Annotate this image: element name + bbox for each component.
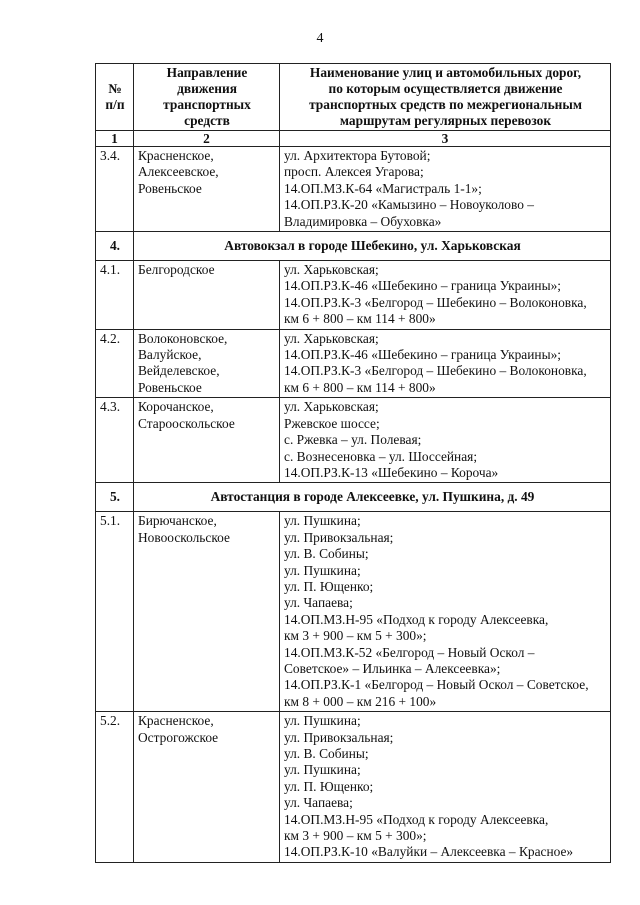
header-direction-line: транспортных xyxy=(163,97,251,112)
item-number: 5.2. xyxy=(96,712,134,863)
route-line: ул. Чапаева; xyxy=(284,795,353,811)
routes-table xyxy=(95,63,611,863)
section-row xyxy=(96,232,611,261)
route-line: ул. Архитектора Бутовой; xyxy=(284,148,431,163)
route-line: 14.ОП.РЗ.К-46 «Шебекино – граница Украины»; xyxy=(284,347,561,363)
header-route-line: транспортных средств по межрегиональным xyxy=(309,97,582,112)
route-line: 14.ОП.РЗ.К-10 «Валуйки – Алексеевка – Красное» xyxy=(284,844,574,860)
route-line: ул. Привокзальная; xyxy=(284,529,394,545)
header-number xyxy=(96,64,134,131)
route-line: км 3 + 900 – км 5 + 300»; xyxy=(284,628,427,644)
header-route-line: по которым осуществляется движение xyxy=(328,81,563,96)
route-line: 14.ОП.РЗ.К-1 «Белгород – Новый Оскол – Советское, xyxy=(284,677,589,693)
route-cell xyxy=(280,712,611,863)
route-line: км 3 + 900 – км 5 + 300»; xyxy=(284,828,427,844)
header-number-line: п/п xyxy=(105,97,125,112)
route-line: ул. П. Ющенко; xyxy=(284,578,374,594)
route-line: Владимировка – Обуховка» xyxy=(284,213,442,229)
route-line: ул. В. Собины; xyxy=(284,746,369,761)
route-line: км 6 + 800 – км 114 + 800» xyxy=(284,379,436,395)
route-line: 14.ОП.РЗ.К-46 «Шебекино – граница Украины»; xyxy=(284,278,561,294)
route-cell xyxy=(280,261,611,330)
header-route-line: маршрутам регулярных перевозок xyxy=(339,113,552,128)
table-row xyxy=(96,147,611,232)
direction-cell xyxy=(134,398,280,483)
direction-line: Старооскольское xyxy=(138,415,235,431)
page-number: 4 xyxy=(316,31,324,46)
route-line: ул. В. Собины; xyxy=(284,546,369,562)
route-cell xyxy=(280,147,611,232)
direction-cell xyxy=(134,329,280,398)
route-line: 14.ОП.МЗ.Н-95 «Подход к городу Алексеевка, xyxy=(284,611,549,627)
header-direction-line: Направление xyxy=(166,65,248,80)
table-body xyxy=(96,147,611,863)
route-line: Советское» – Ильинка – Алексеевка»; xyxy=(284,660,501,676)
table-row xyxy=(96,712,611,863)
route-line: с. Вознесеновка – ул. Шоссейная; xyxy=(284,448,478,464)
route-line: Ржевское шоссе; xyxy=(284,415,380,431)
section-title: Автовокзал в городе Шебекино, ул. Харьковская xyxy=(134,232,611,261)
direction-line: Вейделевское, xyxy=(138,363,220,379)
column-number: 2 xyxy=(134,131,280,147)
route-line: 14.ОП.МЗ.К-52 «Белгород – Новый Оскол – xyxy=(284,644,535,660)
section-number: 5. xyxy=(96,483,134,512)
direction-line: Красненское, xyxy=(138,713,214,729)
route-line: ул. Харьковская; xyxy=(284,262,379,278)
route-cell xyxy=(280,329,611,398)
route-cell xyxy=(280,398,611,483)
direction-line: Валуйское, xyxy=(138,347,202,363)
route-line: ул. Пушкина; xyxy=(284,713,361,729)
route-line: 14.ОП.МЗ.Н-95 «Подход к городу Алексеевка, xyxy=(284,811,549,827)
item-number: 4.3. xyxy=(96,398,134,483)
route-line: ул. Чапаева; xyxy=(284,595,353,611)
direction-line: Алексеевское, xyxy=(138,164,219,180)
direction-line: Белгородское xyxy=(138,262,215,278)
table-row xyxy=(96,512,611,712)
header-number-line: № xyxy=(108,81,122,96)
route-line: ул. Привокзальная; xyxy=(284,729,394,745)
item-number: 3.4. xyxy=(96,147,134,232)
table-row xyxy=(96,261,611,330)
direction-line: Корочанское, xyxy=(138,399,214,415)
item-number: 4.1. xyxy=(96,261,134,330)
column-number: 3 xyxy=(280,131,611,147)
table-header-row xyxy=(96,64,611,131)
column-number: 1 xyxy=(96,131,134,147)
section-title: Автостанция в городе Алексеевке, ул. Пушкина, д. 49 xyxy=(134,483,611,512)
route-line: 14.ОП.РЗ.К-13 «Шебекино – Короча» xyxy=(284,464,499,480)
route-line: ул. Харьковская; xyxy=(284,330,379,346)
header-route xyxy=(280,64,611,131)
route-line: км 8 + 000 – км 216 + 100» xyxy=(284,693,437,709)
direction-line: Ровеньское xyxy=(138,379,202,395)
direction-line: Волоконовское, xyxy=(138,330,228,346)
route-line: 14.ОП.РЗ.К-20 «Камызино – Новоуколово – xyxy=(284,197,534,213)
section-number: 4. xyxy=(96,232,134,261)
route-line: 14.ОП.РЗ.К-3 «Белгород – Шебекино – Волоконовка, xyxy=(284,294,587,310)
table-row xyxy=(96,398,611,483)
direction-cell xyxy=(134,512,280,712)
direction-line: Ровеньское xyxy=(138,180,202,196)
route-line: ул. Пушкина; xyxy=(284,562,361,578)
direction-cell xyxy=(134,147,280,232)
route-line: 14.ОП.МЗ.К-64 «Магистраль 1-1»; xyxy=(284,180,482,196)
table-row xyxy=(96,329,611,398)
route-line: ул. П. Ющенко; xyxy=(284,778,374,794)
section-row xyxy=(96,483,611,512)
route-line: ул. Пушкина; xyxy=(284,513,361,529)
route-cell xyxy=(280,512,611,712)
item-number: 4.2. xyxy=(96,329,134,398)
route-line: 14.ОП.РЗ.К-3 «Белгород – Шебекино – Волоконовка, xyxy=(284,363,587,379)
direction-line: Бирючанское, xyxy=(138,513,217,529)
direction-line: Острогожское xyxy=(138,729,219,745)
route-line: ул. Харьковская; xyxy=(284,399,379,415)
header-direction xyxy=(134,64,280,131)
route-line: просп. Алексея Угарова; xyxy=(284,164,424,180)
column-number-row xyxy=(96,131,611,147)
route-line: ул. Пушкина; xyxy=(284,762,361,778)
item-number: 5.1. xyxy=(96,512,134,712)
route-line: км 6 + 800 – км 114 + 800» xyxy=(284,311,436,327)
direction-cell xyxy=(134,261,280,330)
header-route-line: Наименование улиц и автомобильных дорог, xyxy=(309,65,582,80)
direction-cell xyxy=(134,712,280,863)
direction-line: Новооскольское xyxy=(138,529,230,545)
direction-line: Красненское, xyxy=(138,148,214,163)
route-line: с. Ржевка – ул. Полевая; xyxy=(284,432,422,448)
header-direction-line: движения xyxy=(177,81,237,96)
header-direction-line: средств xyxy=(184,113,230,128)
